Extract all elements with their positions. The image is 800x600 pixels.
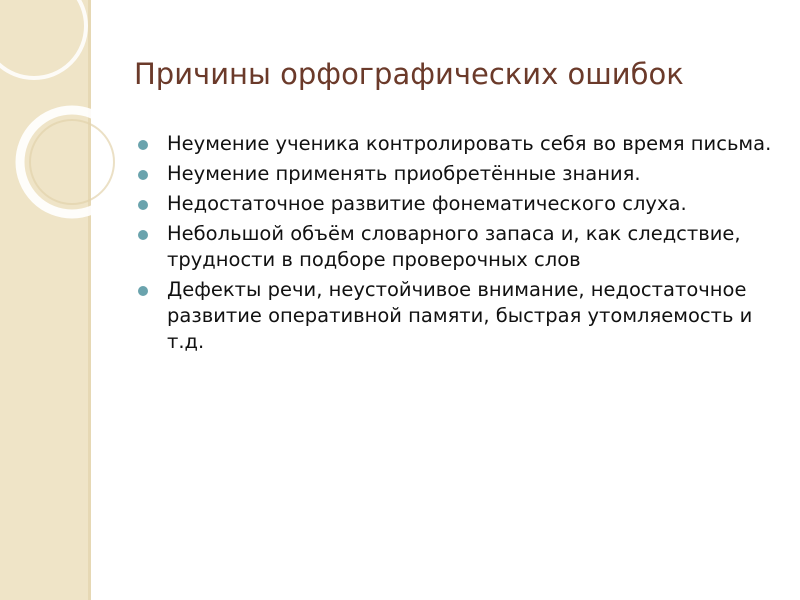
list-item bbox=[134, 277, 774, 355]
slide-title: Причины орфографических ошибок bbox=[134, 57, 684, 91]
bullet-icon bbox=[138, 230, 148, 240]
decorative-circles-icon bbox=[0, 0, 120, 260]
bullet-text: Недостаточное развитие фонематического слуха. bbox=[167, 192, 687, 215]
list-item bbox=[134, 131, 774, 157]
list-item bbox=[134, 161, 774, 187]
list-item bbox=[134, 191, 774, 217]
bullet-text: Неумение применять приобретённые знания. bbox=[167, 162, 641, 185]
bullet-text: Небольшой объём словарного запаса и, как следствие, трудности в подборе проверочных слов bbox=[167, 222, 741, 271]
bullet-icon bbox=[138, 200, 148, 210]
bullet-list bbox=[134, 131, 774, 359]
bullet-text: Дефекты речи, неустойчивое внимание, недостаточное развитие оперативной памяти, быстрая утомляемость и т.д. bbox=[167, 278, 753, 353]
bullet-icon bbox=[138, 170, 148, 180]
bullet-icon bbox=[138, 286, 148, 296]
bullet-icon bbox=[138, 140, 148, 150]
bullet-text: Неумение ученика контролировать себя во время письма. bbox=[167, 132, 772, 155]
list-item bbox=[134, 221, 774, 273]
